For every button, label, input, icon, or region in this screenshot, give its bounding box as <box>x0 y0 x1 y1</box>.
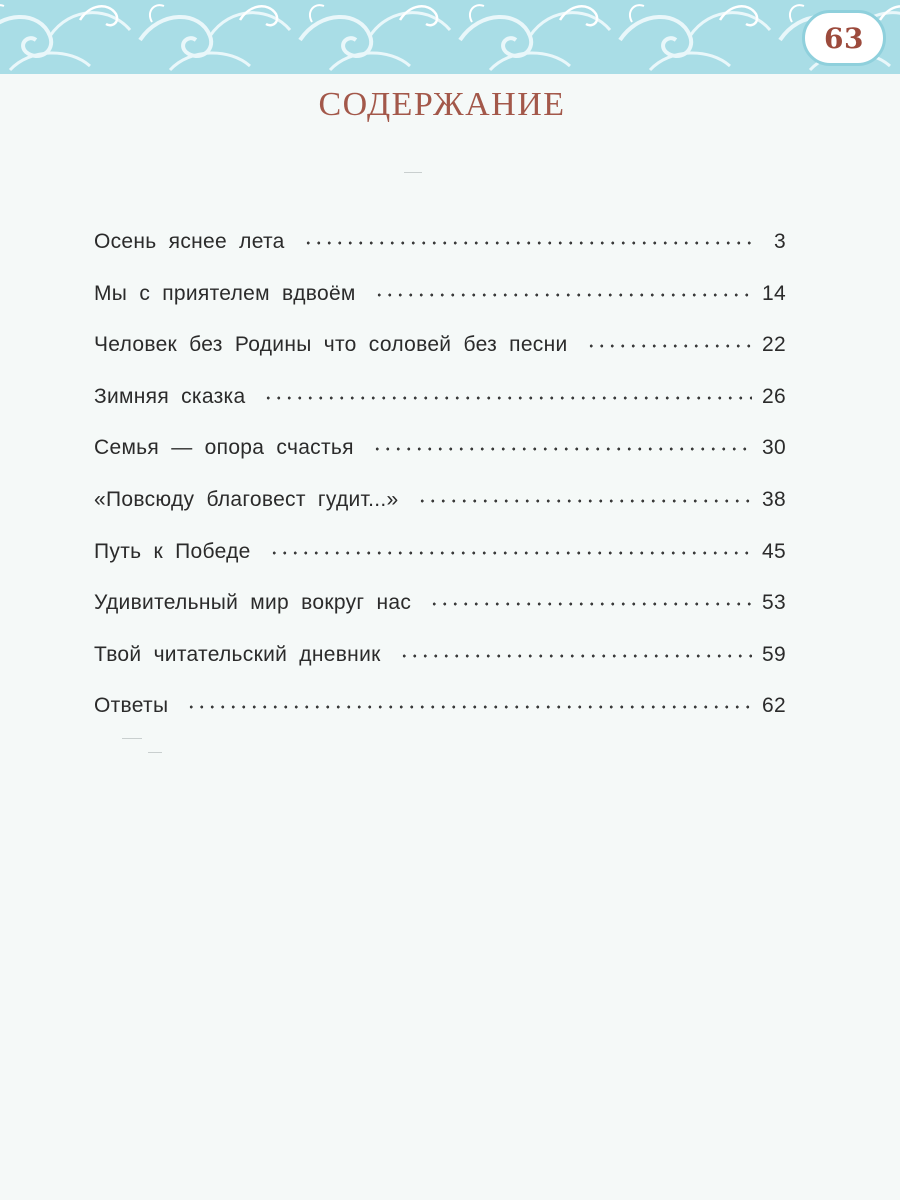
toc-item-title: Твой читательский дневник <box>94 642 381 666</box>
toc-item[interactable] <box>94 694 786 746</box>
dot-leader <box>429 601 752 607</box>
dot-leader <box>417 498 752 504</box>
toc-item[interactable] <box>94 333 786 385</box>
toc-item-title: Ответы <box>94 694 169 718</box>
print-speck <box>404 172 422 173</box>
dot-leader <box>372 446 752 452</box>
toc-item-page: 45 <box>762 539 786 563</box>
toc-item[interactable] <box>94 488 786 540</box>
toc-item[interactable] <box>94 591 786 643</box>
toc-item-page: 30 <box>762 436 786 460</box>
print-speck <box>122 738 142 739</box>
toc-item-page: 3 <box>774 230 786 253</box>
toc-item[interactable] <box>94 643 786 695</box>
toc-item[interactable] <box>94 540 786 592</box>
toc-item-page: 59 <box>762 642 786 666</box>
ornamental-header-band <box>0 0 900 74</box>
dot-leader <box>303 240 752 246</box>
toc-item[interactable] <box>94 230 786 282</box>
toc-item-title: Мы с приятелем вдвоём <box>94 281 356 305</box>
dot-leader <box>399 653 752 659</box>
toc-item-title: Семья — опора счастья <box>94 436 354 460</box>
dot-leader <box>374 292 752 298</box>
toc-item-title: «Повсюду благовест гудит...» <box>94 487 399 511</box>
print-speck <box>148 752 162 753</box>
dot-leader <box>263 395 752 401</box>
dot-leader <box>186 704 752 710</box>
page-title: СОДЕРЖАНИЕ <box>318 86 566 123</box>
toc-item-title: Зимняя сказка <box>94 384 246 408</box>
toc-item-page: 26 <box>762 384 786 408</box>
toc-item-page: 38 <box>762 487 786 511</box>
toc-item-title: Удивительный мир вокруг нас <box>94 591 412 615</box>
toc-item-page: 14 <box>762 281 786 305</box>
toc-item-title: Осень яснее лета <box>94 230 285 253</box>
toc-item-page: 53 <box>762 591 786 615</box>
toc-item[interactable] <box>94 436 786 488</box>
toc-item-page: 62 <box>762 694 786 718</box>
toc-item[interactable] <box>94 385 786 437</box>
dot-leader <box>586 343 752 349</box>
toc-item-page: 22 <box>762 333 786 357</box>
ornament-pattern <box>0 0 900 74</box>
toc-item-title: Путь к Победе <box>94 539 251 563</box>
toc-item[interactable] <box>94 282 786 334</box>
page-number-badge <box>802 10 886 66</box>
table-of-contents <box>94 230 786 746</box>
dot-leader <box>269 550 752 556</box>
page-number: 63 <box>824 21 864 55</box>
toc-item-title: Человек без Родины что соловей без песни <box>94 333 568 357</box>
